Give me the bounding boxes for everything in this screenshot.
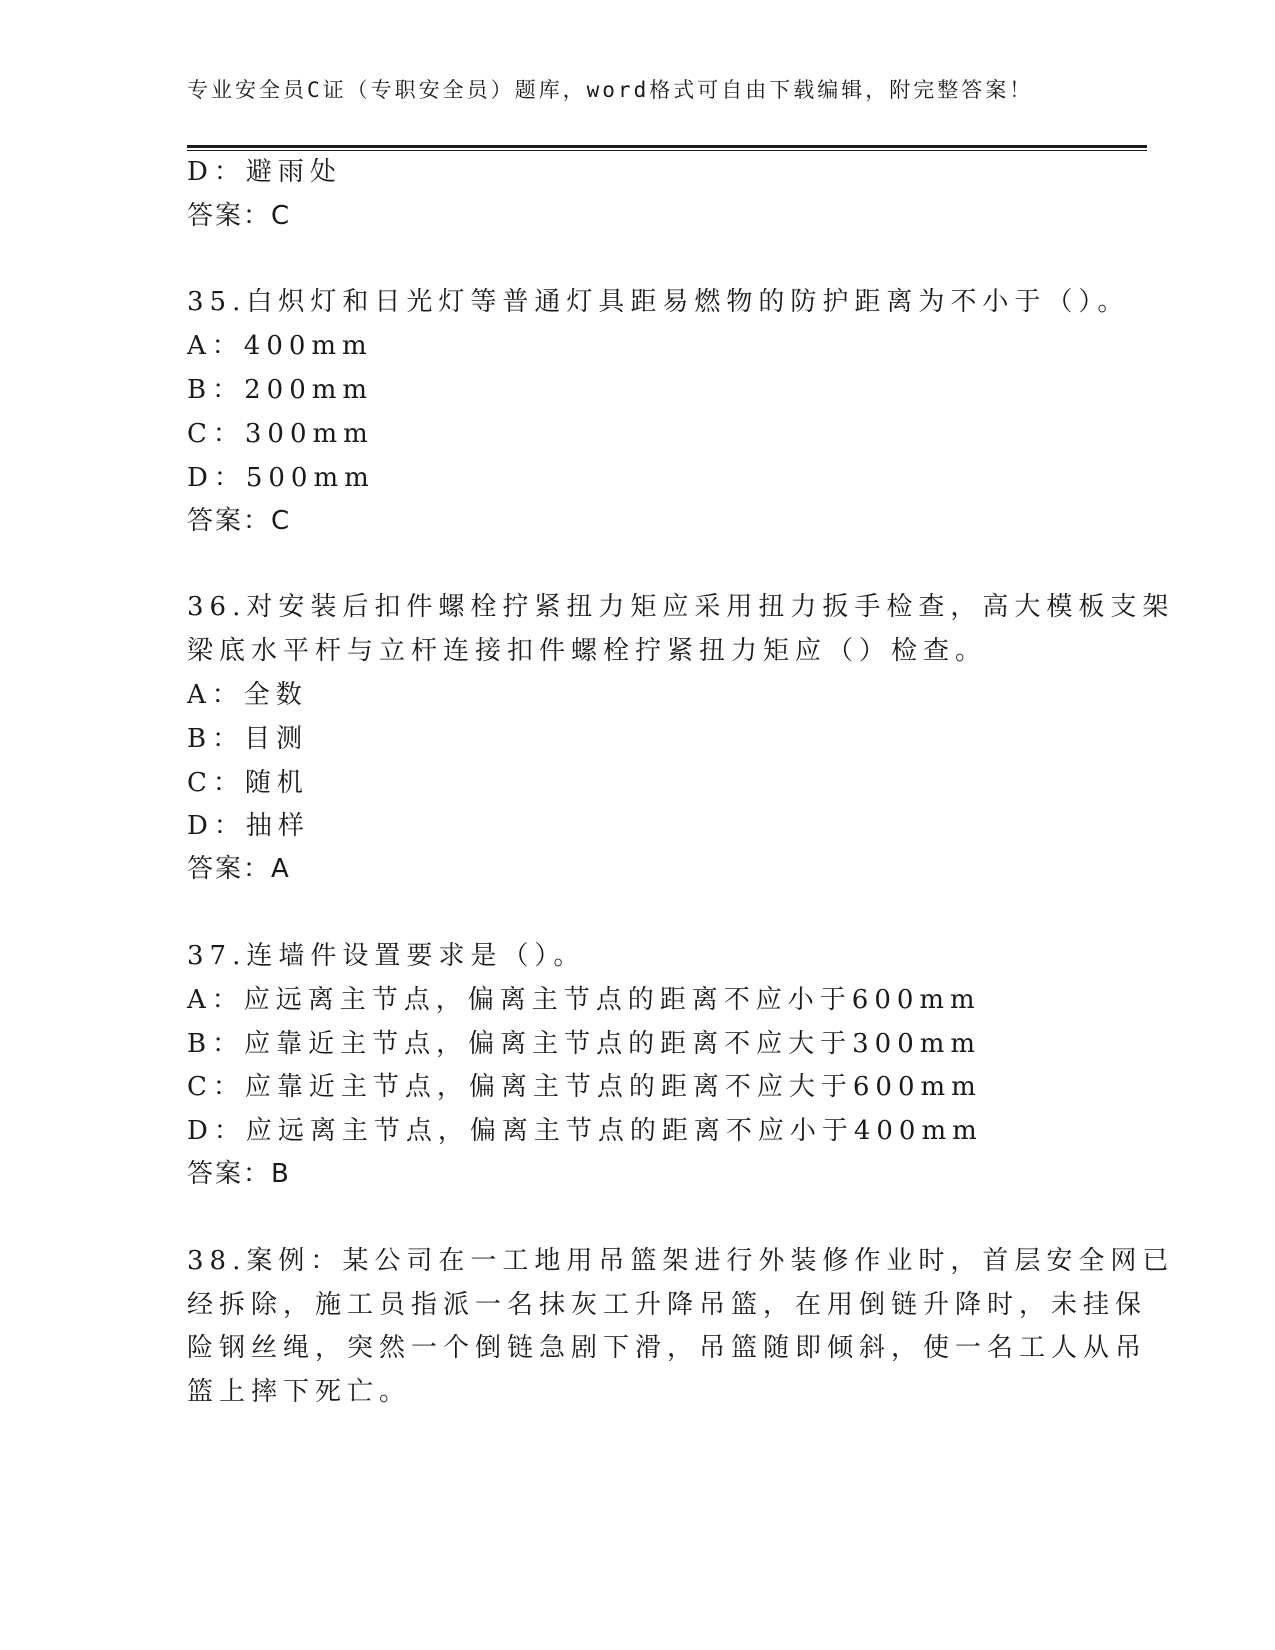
question-37-option-b: B：应靠近主节点，偏离主节点的距离不应大于300mm bbox=[187, 1029, 982, 1059]
question-38-stem-line3: 险钢丝绳，突然一个倒链急剧下滑，吊篮随即倾斜，使一名工人从吊 bbox=[187, 1333, 1148, 1363]
question-36-answer: 答案：A bbox=[187, 854, 291, 884]
question-36-option-a: A：全数 bbox=[187, 680, 308, 710]
question-35-answer: 答案：C bbox=[187, 506, 292, 536]
question-36-option-d: D：抽样 bbox=[187, 811, 310, 841]
question-36-stem-line2: 梁底水平杆与立杆连接扣件螺栓拧紧扭力矩应（）检查。 bbox=[187, 636, 988, 666]
question-37-option-a: A：应远离主节点，偏离主节点的距离不应小于600mm bbox=[187, 985, 981, 1015]
page-header: 专业安全员C证（专职安全员）题库，word格式可自由下载编辑，附完整答案！ bbox=[187, 78, 1034, 102]
question-35-option-c: C：300mm bbox=[187, 419, 374, 449]
question-37-answer: 答案：B bbox=[187, 1159, 291, 1189]
question-38-stem-line1: 38.案例：某公司在一工地用吊篮架进行外装修作业时，首层安全网已 bbox=[187, 1246, 1175, 1276]
question-36-option-b: B：目测 bbox=[187, 724, 309, 754]
question-37-stem: 37.连墙件设置要求是（）。 bbox=[187, 941, 586, 971]
question-37-option-d: D：应远离主节点，偏离主节点的距离不应小于400mm bbox=[187, 1116, 983, 1146]
question-38-stem-line4: 篮上摔下死亡。 bbox=[187, 1377, 412, 1407]
question-35-option-a: A：400mm bbox=[187, 331, 373, 361]
header-rule-thick bbox=[187, 145, 1147, 148]
question-37-option-c: C：应靠近主节点，偏离主节点的距离不应大于600mm bbox=[187, 1072, 982, 1102]
header-rule-thin bbox=[187, 150, 1147, 151]
question-35-option-b: B：200mm bbox=[187, 375, 374, 405]
question-36-option-c: C：随机 bbox=[187, 768, 309, 798]
question-35-option-d: D：500mm bbox=[187, 463, 375, 493]
question-38-stem-line2: 经拆除，施工员指派一名抹灰工升降吊篮，在用倒链升降时，未挂保 bbox=[187, 1290, 1148, 1320]
prev-option-d: D：避雨处 bbox=[187, 157, 342, 187]
question-35-stem: 35.白炽灯和日光灯等普通灯具距易燃物的防护距离为不小于（）。 bbox=[187, 287, 1130, 317]
prev-answer: 答案：C bbox=[187, 201, 292, 231]
question-36-stem-line1: 36.对安装后扣件螺栓拧紧扭力矩应采用扭力扳手检查，高大模板支架 bbox=[187, 592, 1175, 622]
